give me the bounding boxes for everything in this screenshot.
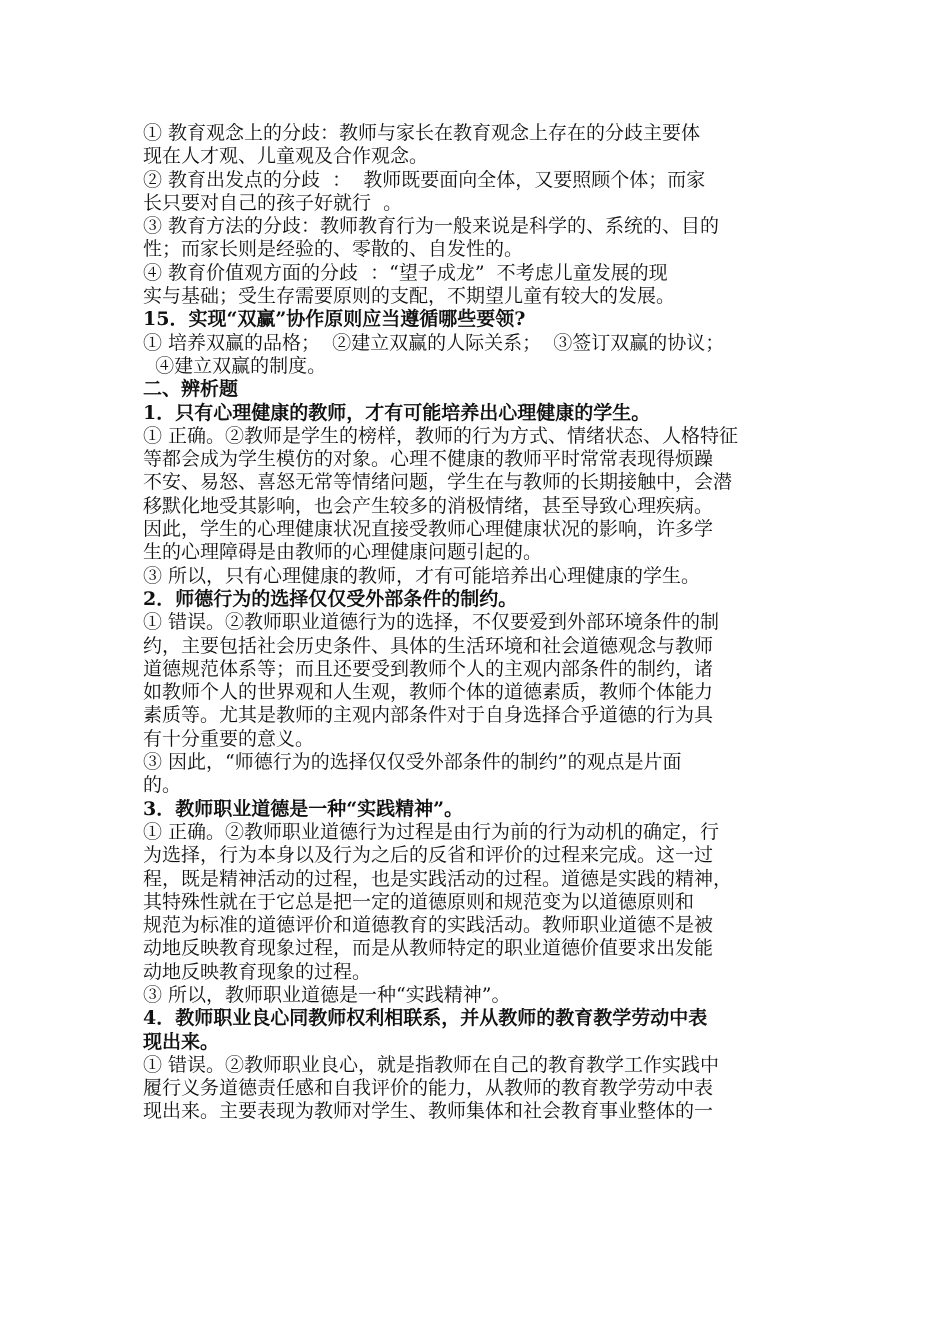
text-line: 性；而家长则是经验的、零散的、自发性的。 [143, 238, 524, 261]
text-line: 为选择，行为本身以及行为之后的反省和评价的过程来完成。这一过 [143, 844, 714, 867]
heading-line: 3．教师职业道德是一种“实践精神”。 [143, 797, 464, 820]
heading-line: 现出来。 [143, 1030, 220, 1053]
text-line: ④ 教育价值观方面的分歧 ：“望子成龙” 不考虑儿童发展的现 [143, 261, 668, 284]
text-line: 等都会成为学生模仿的对象。心理不健康的教师平时常常表现得烦躁 [143, 448, 714, 471]
text-line: 因此，学生的心理健康状况直接受教师心理健康状况的影响，许多学 [143, 518, 714, 541]
text-line: 程，既是精神活动的过程，也是实践活动的过程。道德是实践的精神， [143, 867, 733, 890]
text-line: 移默化地受其影响，也会产生较多的消极情绪，甚至导致心理疾病。 [143, 494, 714, 517]
text-line: 不安、易怒、喜怒无常等情绪问题，学生在与教师的长期接触中，会潜 [143, 471, 733, 494]
text-line: ③ 所以，教师职业道德是一种“实践精神”。 [143, 983, 511, 1006]
text-line: 的。 [143, 774, 182, 797]
text-line: ① 错误。②教师职业良心，就是指教师在自己的教育教学工作实践中 [143, 1053, 720, 1076]
text-line: 如教师个人的世界观和人生观，教师个体的道德素质，教师个体能力 [143, 681, 714, 704]
text-line: 有十分重要的意义。 [143, 727, 315, 750]
text-line: 道德规范体系等；而且还要受到教师个人的主观内部条件的制约，诸 [143, 657, 714, 680]
heading-line: 二、辨析题 [143, 378, 239, 401]
text-line: 现在人才观、儿童观及合作观念。 [143, 145, 429, 168]
text-line: 动地反映教育现象的过程。 [143, 960, 372, 983]
text-line: 实与基础；受生存需要原则的支配，不期望儿童有较大的发展。 [143, 285, 676, 308]
text-line: 规范为标准的道德评价和道德教育的实践活动。教师职业道德不是被 [143, 914, 714, 937]
text-line: 履行义务道德责任感和自我评价的能力，从教师的教育教学劳动中表 [143, 1077, 714, 1100]
text-line: ③ 教育方法的分歧：教师教育行为一般来说是科学的、系统的、目的 [143, 215, 720, 238]
text-line: 长只要对自己的孩子好就行 。 [143, 191, 403, 214]
text-line: ① 教育观念上的分歧：教师与家长在教育观念上存在的分歧主要体 [143, 122, 701, 144]
heading-line: 2．师德行为的选择仅仅受外部条件的制约。 [143, 587, 518, 610]
text-line: 动地反映教育现象过程，而是从教师特定的职业道德价值要求出发能 [143, 937, 714, 960]
text-line: ① 错误。②教师职业道德行为的选择，不仅要爱到外部环境条件的制 [143, 611, 720, 634]
text-line: 约，主要包括社会历史条件、具体的生活环境和社会道德观念与教师 [143, 634, 714, 657]
text-line: ③ 因此，“师德行为的选择仅仅受外部条件的制约”的观点是片面 [143, 751, 682, 774]
text-line: 其特殊性就在于它总是把一定的道德原则和规范变为以道德原则和 [143, 890, 695, 913]
document-page [143, 122, 811, 1124]
text-line: 素质等。尤其是教师的主观内部条件对于自身选择合乎道德的行为具 [143, 704, 714, 727]
heading-line: 4．教师职业良心同教师权利相联系，并从教师的教育教学劳动中表 [143, 1007, 708, 1030]
text-line: ① 正确。②教师是学生的榜样，教师的行为方式、情绪状态、人格特征 [143, 424, 739, 447]
text-line: 现出来。主要表现为教师对学生、教师集体和社会教育事业整体的一 [143, 1100, 714, 1123]
text-line: ③ 所以，只有心理健康的教师，才有可能培养出心理健康的学生。 [143, 564, 701, 587]
text-line: ④建立双赢的制度。 [143, 354, 327, 377]
text-line: ① 正确。②教师职业道德行为过程是由行为前的行为动机的确定，行 [143, 820, 720, 843]
text-line: ① 培养双赢的品格； ②建立双赢的人际关系； ③签订双赢的协议； [143, 331, 725, 354]
text-line: ② 教育出发点的分歧 ： 教师既要面向全体，又要照顾个体；而家 [143, 168, 706, 191]
heading-line: 1．只有心理健康的教师，才有可能培养出心理健康的学生。 [143, 401, 651, 424]
heading-line: 15．实现“双赢”协作原则应当遵循哪些要领? [143, 308, 526, 331]
text-line: 生的心理障碍是由教师的心理健康问题引起的。 [143, 541, 543, 564]
